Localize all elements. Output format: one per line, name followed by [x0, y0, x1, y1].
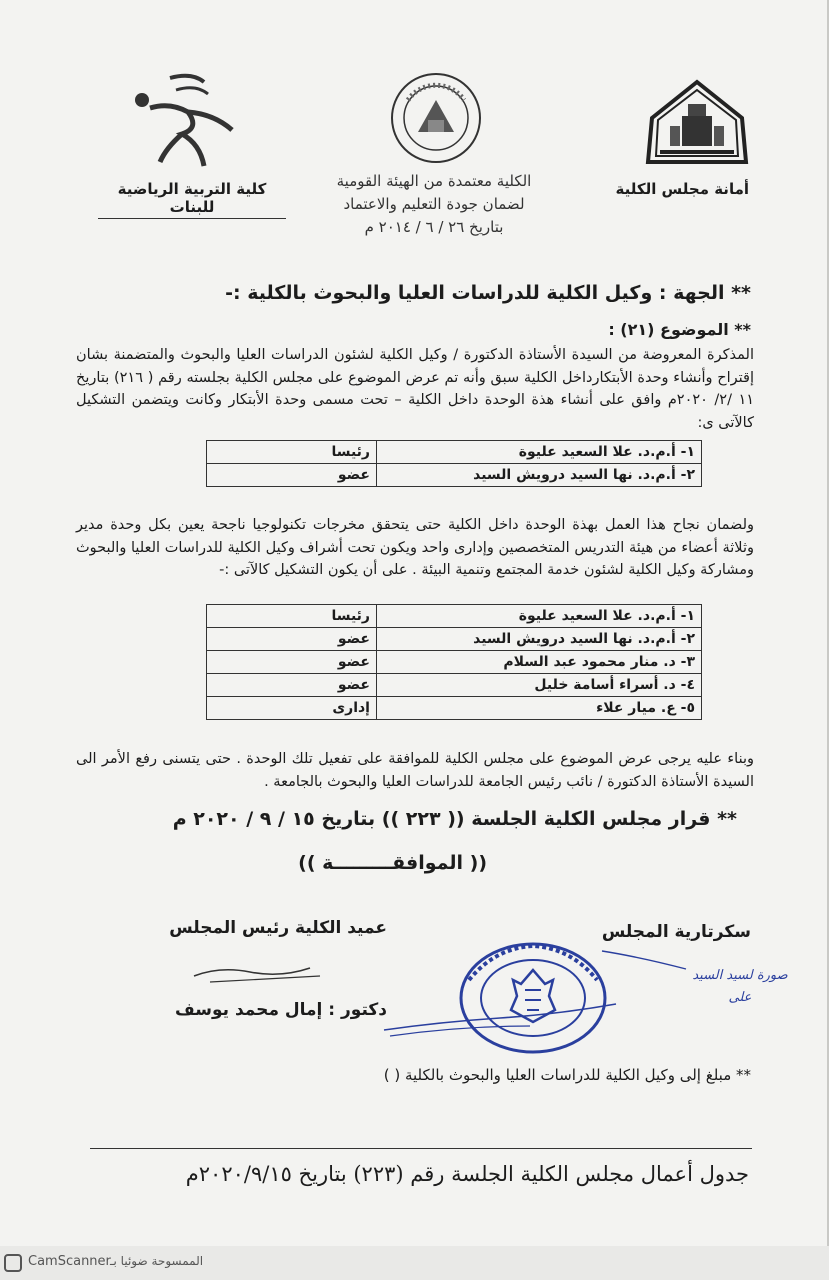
- table-row: [207, 674, 702, 697]
- accreditation-seal-icon: [388, 70, 484, 166]
- accreditation-line-1: الكلية معتمدة من الهيئة القومية: [336, 172, 532, 190]
- dean-signature-icon: [190, 958, 330, 988]
- handwritten-line-1: صورة لسيد السيد: [692, 968, 788, 983]
- cc-line: ** مبلغ إلى وكيل الكلية للدراسات العليا والبحوث بالكلية ( ): [383, 1066, 751, 1084]
- handwritten-line-2: على: [728, 990, 752, 1005]
- council-secretary-title: سكرتارية المجلس: [601, 922, 751, 942]
- scanner-caption: الممسوحة ضوئيا بـ: [110, 1254, 204, 1268]
- scanner-app-name: CamScanner: [28, 1254, 111, 1269]
- formation-table-2: [206, 604, 702, 720]
- member-role: إدارى: [207, 697, 377, 720]
- pen-signature-icon: [380, 996, 620, 1040]
- dean-title: عميد الكلية رئيس المجلس: [169, 918, 387, 938]
- approval-text: (( الموافقـــــــــة )): [298, 852, 487, 874]
- faculty-title: كلية التربية الرياضية للبنات: [98, 180, 286, 219]
- handwritten-note: [690, 965, 790, 1009]
- member-name: ٥- ع. ميار علاء: [377, 697, 702, 720]
- paragraph-1: المذكرة المعروضة من السيدة الأستاذة الدكتورة / وكيل الكلية لشئون الدراسات العليا والبحوث والمتضمنة بشان إقتراح وأنشاء وحدة الأبتكارداخل الكلية سبق وأنه تم عرض الموضوع على مجلس الكلية بجلسته رقم ( ٢١٦) بتاريخ ١١ /٢/ ٢٠٢٠م وافق على أنشاء هذة الوحدة داخل الكلية – تحت مسمى وحدة الأبتكار وكانت ويتضمن التشكيل كالآتى ى:: [76, 347, 755, 431]
- accreditation-block: [320, 170, 548, 239]
- member-name: ٢- أ.م.د. نها السيد درويش السيد: [377, 628, 702, 651]
- scanner-watermark-bar: [0, 1246, 829, 1280]
- member-role: رئيسا: [207, 441, 377, 464]
- footer-agenda-line: جدول أعمال مجلس الكلية الجلسة رقم (٢٢٣) بتاريخ ٢٠٢٠/٩/١٥م: [185, 1162, 749, 1186]
- member-name: ١- أ.م.د. علا السعيد عليوة: [377, 441, 702, 464]
- paragraph-3: وبناء عليه يرجى عرض الموضوع على مجلس الكلية للموافقة على تفعيل تلك الوحدة . حتى يتسنى رفع الأمر الى السيدة الأستاذة الدكتورة / نائب رئيس الجامعة للدراسات العليا والبحوث بالجامعة .: [76, 751, 754, 790]
- table-row: [207, 697, 702, 720]
- table-row: [207, 464, 702, 487]
- member-name: ٤- د. أسراء أسامة خليل: [377, 674, 702, 697]
- member-name: ٢- أ.م.د. نها السيد درويش السيد: [377, 464, 702, 487]
- table-row: [207, 605, 702, 628]
- member-role: عضو: [207, 651, 377, 674]
- member-name: ١- أ.م.د. علا السعيد عليوة: [377, 605, 702, 628]
- subject-line: ** الموضوع (٢١) :: [608, 320, 751, 339]
- camscanner-logo-icon: [4, 1254, 22, 1272]
- member-role: رئيسا: [207, 605, 377, 628]
- table-row: [207, 441, 702, 464]
- table-row: [207, 628, 702, 651]
- member-role: عضو: [207, 464, 377, 487]
- formation-table-1: [206, 440, 702, 487]
- member-name: ٣- د. منار محمود عبد السلام: [377, 651, 702, 674]
- table-row: [207, 651, 702, 674]
- footer-divider: [90, 1148, 752, 1149]
- council-decision: ** قرار مجلس الكلية الجلسة (( ٢٢٣ )) بتاريخ ١٥ / ٩ / ٢٠٢٠ م: [172, 808, 737, 830]
- secretariat-title: أمانة مجلس الكلية: [615, 180, 749, 198]
- faculty-runner-logo-icon: [130, 68, 242, 174]
- dean-name: دكتور : إمال محمد يوسف: [175, 1000, 387, 1020]
- member-role: عضو: [207, 628, 377, 651]
- secretary-signature-icon: [600, 945, 690, 975]
- addressee-line: ** الجهة : وكيل الكلية للدراسات العليا والبحوث بالكلية :-: [225, 282, 751, 304]
- member-role: عضو: [207, 674, 377, 697]
- paragraph-2: ولضمان نجاح هذا العمل بهذة الوحدة داخل الكلية حتى يتحقق مخرجات تكنولوجيا ناجحة يعين بكل وحدة مدير وثلاثة أعضاء من هيئة التدريس المتخصصين وإدارى واحد ويكون تحت أشراف وكيل الكلية للدراسات العليا والبحوث ومشاركة وكيل الكلية لشئون خدمة المجتمع وتنمية البيئة . على أن يكون التشكيل كالآتى :-: [76, 517, 754, 578]
- accreditation-line-3: بتاريخ ٢٦ / ٦ / ٢٠١٤ م: [364, 218, 504, 236]
- university-logo-icon: [638, 78, 756, 168]
- accreditation-line-2: لضمان جودة التعليم والاعتماد: [343, 195, 525, 213]
